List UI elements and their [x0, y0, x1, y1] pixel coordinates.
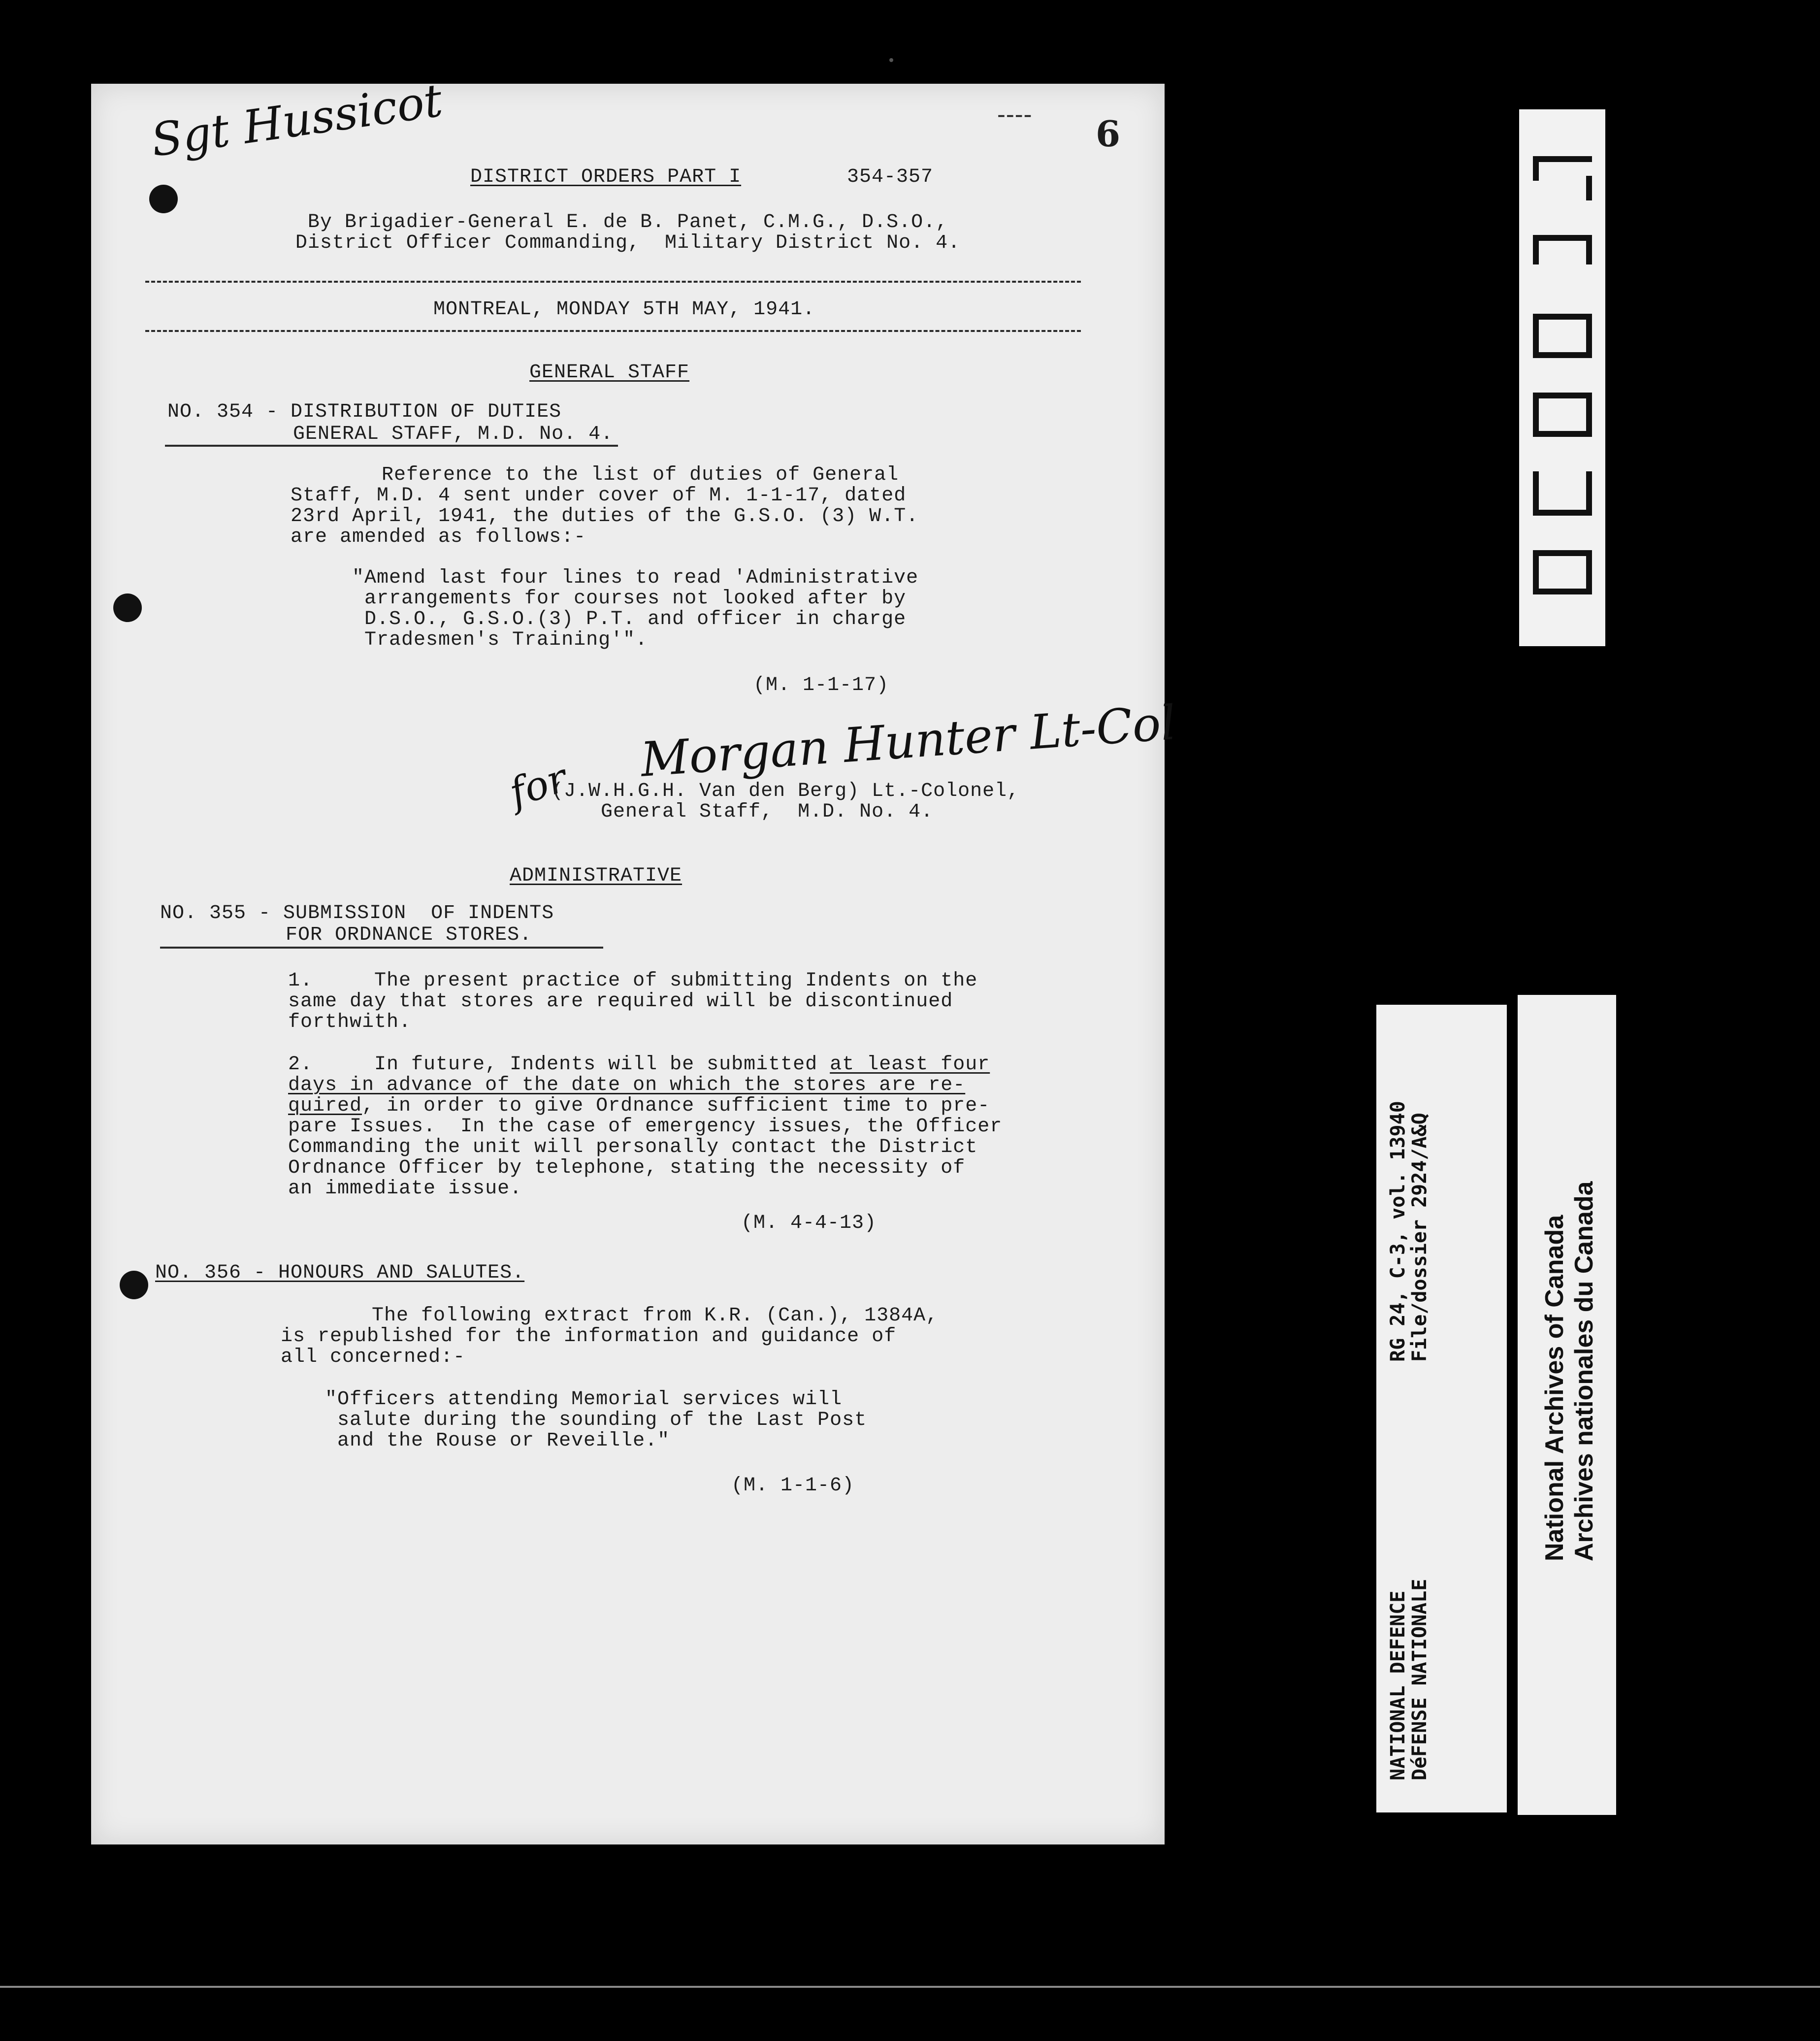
- archive-reference-label: [1376, 1005, 1507, 1812]
- department-name-en: NATIONAL DEFENCE: [1387, 1590, 1409, 1780]
- order-355-heading: NO. 355 - SUBMISSION OF INDENTS: [160, 902, 554, 924]
- order-354-quote: "Amend last four lines to read 'Administrative: [352, 567, 919, 589]
- order-354-text: are amended as follows:-: [291, 526, 586, 548]
- document-page: [91, 74, 1178, 1844]
- punch-hole: [149, 185, 178, 213]
- handwritten-name: Sgt Hussicot: [148, 74, 446, 167]
- signature: Morgan Hunter Lt-Col: [639, 695, 1178, 788]
- order-355-text-part: 2. In future, Indents will be submitted: [288, 1053, 830, 1076]
- frame-index-mark: [1533, 550, 1592, 594]
- order-356-quote: "Officers attending Memorial services will: [325, 1388, 843, 1411]
- section-heading-administrative: ADMINISTRATIVE: [510, 865, 682, 887]
- archive-name-en: National Archives of Canada: [1540, 1215, 1569, 1561]
- page-corner-mark: ----: [997, 100, 1033, 129]
- order-356-heading: NO. 356 - HONOURS AND SALUTES.: [155, 1262, 525, 1284]
- order-356-text: The following extract from K.R. (Can.), 1384A,: [372, 1305, 939, 1327]
- frame-index-mark: [1533, 314, 1592, 358]
- order-354-text: Staff, M.D. 4 sent under cover of M. 1-1-17, dated: [291, 485, 907, 507]
- film-frame-rule: [0, 1986, 1820, 1988]
- frame-index-mark: [1533, 235, 1592, 279]
- order-355-text: same day that stores are required will be discontinued: [288, 990, 953, 1013]
- file-reference: (M. 4-4-13): [741, 1212, 877, 1234]
- order-354-quote: arrangements for courses not looked after by: [364, 588, 907, 610]
- order-356-text: all concerned:-: [281, 1346, 466, 1368]
- order-355-text: an immediate issue.: [288, 1178, 522, 1200]
- archive-file-reference: File/dossier 2924/A&Q: [1408, 1113, 1431, 1362]
- frame-index-strip: [1519, 109, 1605, 646]
- issuer-line-1: By Brigadier-General E. de B. Panet, C.M.G., D.S.O.,: [307, 211, 948, 233]
- order-356-quote: salute during the sounding of the Last Post: [337, 1409, 867, 1431]
- heading-underline: [165, 445, 618, 447]
- archive-name-label: [1518, 995, 1616, 1815]
- document-title: DISTRICT ORDERS PART I: [470, 166, 742, 188]
- signatory-unit: General Staff, M.D. No. 4.: [601, 801, 934, 823]
- order-354-subheading: GENERAL STAFF, M.D. No. 4.: [293, 423, 614, 445]
- order-355-emphasis: days in advance of the date on which the stores are re-: [288, 1074, 966, 1096]
- order-355-emphasis: at least four: [830, 1053, 990, 1076]
- frame-index-mark: [1533, 156, 1592, 200]
- order-355-text: 1. The present practice of submitting Indents on the: [288, 970, 978, 992]
- frame-index-mark: [1533, 471, 1592, 516]
- signature-prefix: for: [504, 755, 573, 816]
- archive-name-fr: Archives nationales du Canada: [1570, 1181, 1598, 1561]
- order-355-emphasis: quired: [288, 1095, 362, 1117]
- frame-index-mark: [1533, 393, 1592, 437]
- punch-hole: [113, 593, 142, 622]
- punch-hole: [120, 1271, 148, 1299]
- file-reference: (M. 1-1-17): [753, 674, 889, 696]
- issuer-line-2: District Officer Commanding, Military District No. 4.: [295, 232, 961, 254]
- order-355-text: [288, 1054, 990, 1076]
- order-355-text: [288, 1095, 990, 1117]
- order-355-text: Commanding the unit will personally contact the District: [288, 1136, 978, 1158]
- order-354-heading: NO. 354 - DISTRIBUTION OF DUTIES: [167, 401, 562, 423]
- order-354-quote: Tradesmen's Training'".: [364, 629, 648, 651]
- file-reference: (M. 1-1-6): [731, 1475, 855, 1497]
- order-355-text: forthwith.: [288, 1011, 412, 1033]
- signatory-name: (J.W.H.G.H. Van den Berg) Lt.-Colonel,: [552, 780, 1020, 802]
- page-number: 6: [1096, 113, 1121, 155]
- order-355-text: pare Issues. In the case of emergency issues, the Officer: [288, 1116, 1003, 1138]
- header-divider: [145, 281, 1081, 283]
- order-355-subheading: FOR ORDNANCE STORES.: [286, 924, 532, 946]
- order-354-quote: D.S.O., G.S.O.(3) P.T. and officer in charge: [364, 608, 907, 630]
- header-divider: [145, 330, 1081, 332]
- order-356-text: is republished for the information and guidance of: [281, 1325, 897, 1348]
- department-name-fr: DéFENSE NATIONALE: [1408, 1579, 1431, 1780]
- order-354-text: 23rd April, 1941, the duties of the G.S.O. (3) W.T.: [291, 505, 919, 527]
- date-line: MONTREAL, MONDAY 5TH MAY, 1941.: [433, 298, 815, 321]
- section-heading-general-staff: GENERAL STAFF: [529, 362, 690, 384]
- order-356-quote: and the Rouse or Reveille.": [337, 1430, 670, 1452]
- order-355-text: Ordnance Officer by telephone, stating the necessity of: [288, 1157, 966, 1179]
- order-355-text-part: , in order to give Ordnance sufficient time to pre-: [362, 1095, 990, 1117]
- heading-underline: [160, 947, 603, 949]
- film-dust-speck: [889, 58, 893, 62]
- order-354-text: Reference to the list of duties of General: [382, 464, 899, 486]
- order-range: 354-357: [847, 166, 934, 188]
- archive-reference: RG 24, C-3, vol. 13940: [1387, 1101, 1409, 1362]
